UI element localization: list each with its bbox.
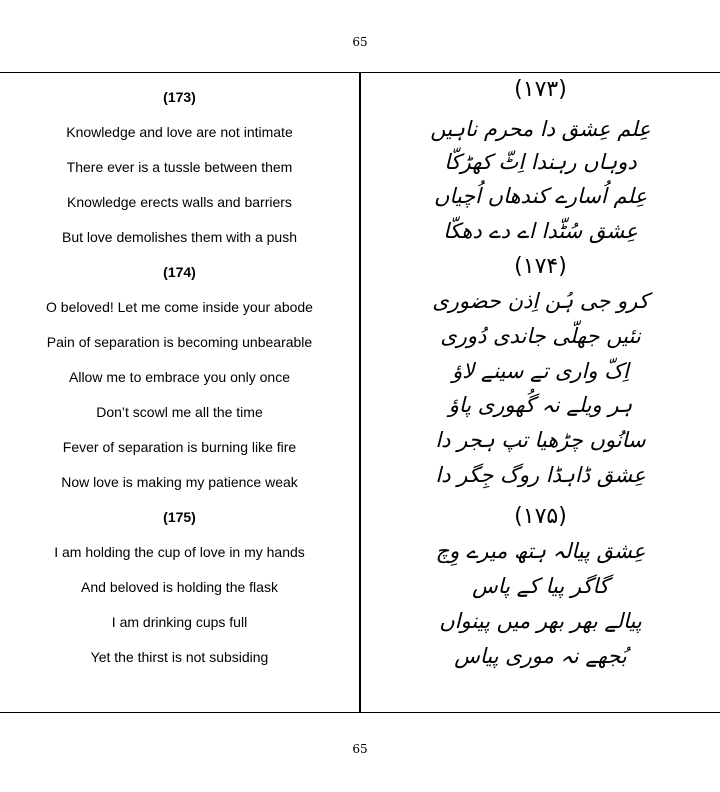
verse-number-ur: (۱۷۵)	[514, 504, 567, 529]
verse-line-ur: عِلم عِشق دا محرم ناہیں	[430, 117, 651, 141]
verse-line-en: But love demolishes them with a push	[61, 229, 297, 245]
verse-line-en: I am drinking cups full	[111, 614, 248, 630]
verse-line-en: Fever of separation is burning like fire	[62, 439, 297, 455]
verse-line-ur: دوہاں رہندا اِٹّ کھڑکّا	[444, 150, 637, 174]
verse-number-en: (174)	[163, 264, 196, 280]
verse-line-ur: سانُوں چڑھیا تپ ہجر دا	[435, 428, 646, 452]
verse-line-ur: بُجھے نہ موری پیاس	[454, 644, 627, 668]
verse-number-en: (175)	[163, 509, 196, 525]
verse-line-en: Now love is making my patience weak	[61, 474, 298, 490]
verse-line-ur: عِلم اُسارے کندھاں اُچیاں	[434, 184, 647, 208]
verse-line-en: Yet the thirst is not subsiding	[90, 649, 269, 665]
page-number-top: 65	[352, 35, 368, 49]
verse-number-en: (173)	[163, 89, 196, 105]
verse-line-en: Allow me to embrace you only once	[69, 369, 290, 385]
verse-line-ur: عِشق سُٹّدا اے دے دھکّا	[443, 219, 638, 243]
verse-line-ur: عِشق پیالہ ہتھ میرے وِچ	[435, 539, 646, 563]
verse-line-en: Pain of separation is becoming unbearable	[46, 334, 313, 350]
verse-line-en: Don’t scowl me all the time	[96, 404, 263, 420]
verse-number-ur: (۱۷۳)	[514, 77, 567, 102]
verse-line-en: There ever is a tussle between them	[66, 159, 293, 175]
verse-line-en: I am holding the cup of love in my hands	[54, 544, 305, 560]
english-column	[0, 73, 359, 712]
verse-line-ur: عِشق ڈاہڈا روگ جِگر دا	[435, 463, 646, 487]
verse-line-ur: پیالے بھر بھر میں پینواں	[439, 609, 642, 633]
urdu-column	[361, 73, 720, 712]
verse-line-en: Knowledge and love are not intimate	[66, 124, 293, 140]
verse-line-ur: نئیں جھلّی جاندی دُوری	[440, 324, 641, 348]
page-number-bottom: 65	[352, 742, 368, 756]
verse-line-en: And beloved is holding the flask	[81, 579, 278, 595]
verse-table	[0, 72, 720, 713]
verse-line-ur: اِکّ واری تے سینے لاؤ	[452, 359, 629, 383]
verse-line-en: O beloved! Let me come inside your abode	[46, 299, 313, 315]
verse-number-ur: (۱۷۴)	[514, 254, 567, 279]
verse-line-en: Knowledge erects walls and barriers	[67, 194, 292, 210]
verse-line-ur: ہر ویلے نہ گُھوری پاؤ	[448, 393, 633, 417]
verse-line-ur: کرو جی ہُن اِذن حضوری	[432, 289, 649, 313]
verse-line-ur: گاگر پیا کے پاس	[472, 574, 609, 598]
